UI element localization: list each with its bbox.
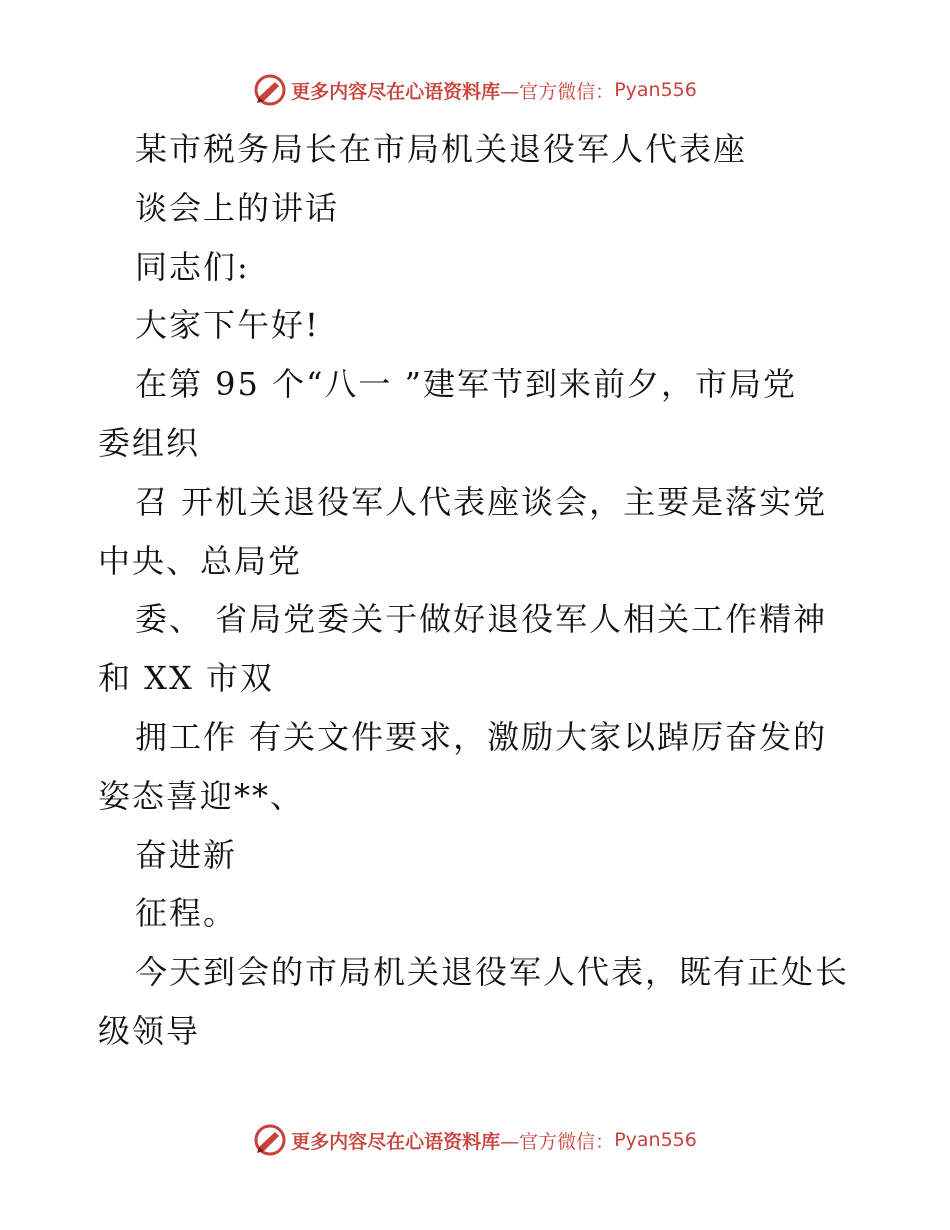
doc-line: 拥工作 有关文件要求，激励大家以踔厉奋发的 [135, 717, 828, 756]
watermark-text-id: Pyan556 [614, 1129, 697, 1151]
watermark-text-sep: —官方微信： [500, 1130, 615, 1153]
doc-line: 姿态喜迎**、 [98, 776, 305, 815]
doc-line: 中央、总局党 [98, 541, 303, 580]
doc-line: 委、 省局党委关于做好退役军人相关工作精神 [135, 600, 828, 639]
doc-line: 奋进新 [135, 835, 238, 874]
doc-line: 谈会上的讲话 [135, 188, 340, 227]
doc-line: 在第 95 个“八一 ”建军节到来前夕，市局党 [135, 365, 797, 404]
doc-line: 召 开机关退役军人代表座谈会，主要是落实党 [135, 482, 828, 521]
doc-line: 委组织 [98, 423, 201, 462]
doc-line: 某市税务局长在市局机关退役军人代表座 [135, 130, 748, 168]
watermark-text-main: 更多内容尽在心语资料库 [291, 80, 501, 103]
watermark-text-sep: —官方微信： [500, 80, 615, 103]
pen-logo-icon [253, 73, 287, 107]
watermark-text-id: Pyan556 [614, 79, 697, 101]
doc-line: 和 XX 市双 [98, 659, 274, 698]
doc-line: 今天到会的市局机关退役军人代表，既有正处长 [135, 953, 850, 992]
watermark-text-main: 更多内容尽在心语资料库 [291, 1130, 501, 1153]
doc-line: 同志们: [135, 247, 250, 286]
watermark-banner-bottom [0, 1120, 950, 1160]
doc-line: 大家下午好! [135, 306, 320, 345]
document-body [98, 120, 858, 1061]
doc-line: 级领导 [98, 1011, 201, 1050]
watermark-banner-top [0, 70, 950, 110]
pen-logo-icon [253, 1123, 287, 1157]
doc-line: 征程。 [135, 894, 238, 933]
